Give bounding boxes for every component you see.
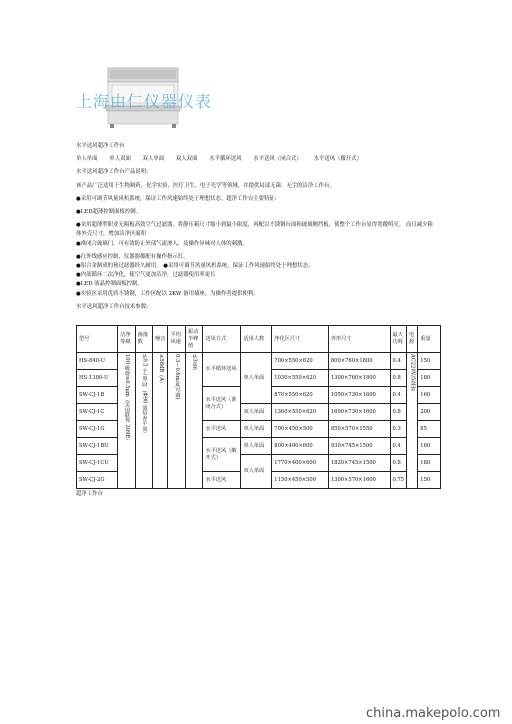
weight-cell: 180 — [418, 455, 441, 472]
power-cell: 0.75 — [390, 472, 406, 489]
clean-area-cell: 1030×550×620 — [272, 370, 329, 387]
features-lead: ●采用可调节风量风机系统，保证工作风速始终处于理想状态。超净工作台主要特征: — [76, 195, 277, 202]
persons-cell: 双人单面 — [241, 455, 272, 489]
persons-cell: 单人单面 — [241, 421, 272, 438]
weight-cell: 150 — [418, 353, 441, 370]
model-cell: SW-CJ-1CU — [77, 455, 118, 472]
feature-item: ●准闭合玻璃门，可有效防止外部气流渗入，及操作异味对人体的刺激。 — [76, 240, 248, 247]
airflow-cell: 水平送风 — [203, 472, 241, 489]
table-header-row — [77, 326, 441, 353]
weight-cell: 160 — [418, 387, 441, 404]
outer-size-cell: 800×760×1800 — [328, 353, 390, 370]
clean-area-cell: 870×550×620 — [272, 387, 329, 404]
intro-text: 该产品广泛适用于生物制药、化学实验、医疗卫生、电子光学等领域，并提供局部无菌、无尘的洁净工作台。 — [76, 182, 335, 189]
document-body — [76, 142, 436, 312]
noise-cell: ≤58dB（A） — [153, 353, 168, 489]
watermark-text: 上海由仁仪器仪表 — [76, 92, 213, 111]
outer-size-cell: 1820×745×1500 — [328, 455, 390, 472]
model-type: 双人单面 — [142, 156, 165, 163]
model-type: 单人双面 — [109, 156, 131, 163]
table-title: 水平送风超净工作台技术参数: — [76, 303, 148, 310]
outer-size-cell: 1300×760×1800 — [328, 370, 390, 387]
model-cell: SW-CJ-1C — [77, 404, 118, 421]
feature-item: ●采用超薄型职业无隔板高效空气过滤器，将静压箱尺寸缩小到最小限度，再配以不锈钢台面和玻璃侧挡板，使整个工作台显得宽敞明亮。 而且减少箱体外壳尺寸，增加洁净区面积 — [76, 222, 433, 238]
model-type: 水平送风（闭合式） — [253, 156, 302, 163]
clean-area-cell: 1770×400×600 — [272, 455, 329, 472]
site-url-watermark: china.makepolo.com — [366, 706, 501, 721]
airflow-cell: 水平循环送风 — [203, 353, 241, 387]
feature-item: ●铝合金制成的预过滤器经久耐用。 ●采用可调节风量风机系统，保证工作风速始终处于理想状态。 — [76, 263, 314, 270]
doc-heading: 水平送风超净工作台 — [76, 143, 125, 149]
header-cell: 送风方式 — [203, 326, 241, 353]
persons-cell: 单人单面 — [241, 438, 272, 455]
model-type-list — [76, 155, 436, 164]
model-type: 水平循环送风 — [209, 156, 242, 163]
persons-cell: 双人单面 — [241, 404, 272, 421]
power-cell: 0.8 — [390, 455, 406, 472]
airflow-cell: 水平送风（敞开式） — [203, 438, 241, 472]
footer-note: 超净工作台 — [76, 491, 103, 497]
airspeed-cell: 0.3～0.6m/s(可调) — [168, 353, 185, 489]
spec-table — [76, 325, 441, 489]
weight-cell: 160 — [418, 438, 441, 455]
header-cell: 重量 — [418, 326, 441, 353]
model-cell: HS-840-U — [77, 353, 118, 370]
power-cell: 0.4 — [390, 353, 406, 370]
outer-size-cell: 1600×730×1600 — [328, 404, 390, 421]
model-cell: HS-1300-U — [77, 370, 118, 387]
model-cell: SW-CJ-1G — [77, 421, 118, 438]
header-cell: 振动半峰值 — [185, 326, 202, 353]
feature-item: ●LED 液晶控制面板控制。 — [76, 281, 143, 288]
feature-item: ●内部循环二次净化，使空气更加洁净，过滤器使用率更长 — [76, 272, 216, 279]
outer-size-cell: 850×570×1550 — [328, 421, 390, 438]
feature-item: ●LED超薄控制面板控制。 — [76, 209, 142, 216]
power-cell: 0.3 — [390, 421, 406, 438]
clean-area-cell: 700×550×620 — [272, 353, 329, 370]
power-cell: 0.4 — [390, 387, 406, 404]
model-cell: SW-CJ-1B — [77, 387, 118, 404]
power-cell: 0.8 — [390, 404, 406, 421]
header-cell: 外形尺寸 — [328, 326, 390, 353]
feature-item: ●实验区采用优质不锈钢，工作区配以 2KW 备用插座，为操作者提供便利。 — [76, 290, 259, 297]
header-cell: 适用人数 — [241, 326, 272, 353]
power-cell: 0.4 — [390, 438, 406, 455]
weight-cell: 150 — [418, 472, 441, 489]
clean-area-cell: 700×450×500 — [272, 421, 329, 438]
persons-cell: 单人单面 — [241, 353, 272, 404]
header-cell: 净化区尺寸 — [272, 326, 329, 353]
outer-size-cell: 1050×730×1600 — [328, 387, 390, 404]
intro-title: 水平送风超净工作台产品说明: — [76, 169, 148, 176]
feature-item: ●红外线感应控制，仪器器都配有操作指示灯。 — [76, 253, 189, 260]
power-supply-cell: AC220V/50Hz — [406, 353, 417, 489]
header-cell: 噪音 — [153, 326, 168, 353]
outer-size-cell: 1300×570×1600 — [328, 472, 390, 489]
model-type: 水平送风（敞开式） — [313, 156, 363, 163]
table-row — [77, 353, 441, 370]
model-type: 双人双面 — [175, 156, 198, 163]
vibration-cell: ≤3um — [185, 353, 202, 489]
airflow-cell: 水平送风（准闭合式） — [203, 387, 241, 421]
header-cell: 电源 — [406, 326, 417, 353]
model-type: 单人单面 — [76, 156, 98, 163]
airflow-cell: 水平送风 — [203, 421, 241, 438]
header-cell: 洁净等级 — [118, 326, 135, 353]
weight-cell: 180 — [418, 370, 441, 387]
header-cell: 菌落数 — [135, 326, 152, 353]
outer-size-cell: 930×745×1500 — [328, 438, 390, 455]
model-cell: SW-CJ-2G — [77, 472, 118, 489]
model-cell: SW-CJ-1BU — [77, 438, 118, 455]
power-cell: 0.8 — [390, 370, 406, 387]
header-cell: 最大功耗 — [390, 326, 406, 353]
header-cell: 平均风速 — [168, 326, 185, 353]
colony-cell: ≤0.5 个/皿·时（Φ90 皿培养平皿） — [135, 353, 152, 489]
weight-cell: 85 — [418, 421, 441, 438]
cleanliness-cell: 100 级@≥0.5μm（美国联邦 209E） — [118, 353, 135, 489]
header-cell: 型号 — [77, 326, 118, 353]
clean-area-cell: 800×400×600 — [272, 438, 329, 455]
weight-cell: 200 — [418, 404, 441, 421]
clean-area-cell: 1360×550×620 — [272, 404, 329, 421]
clean-area-cell: 1150×450×500 — [272, 472, 329, 489]
